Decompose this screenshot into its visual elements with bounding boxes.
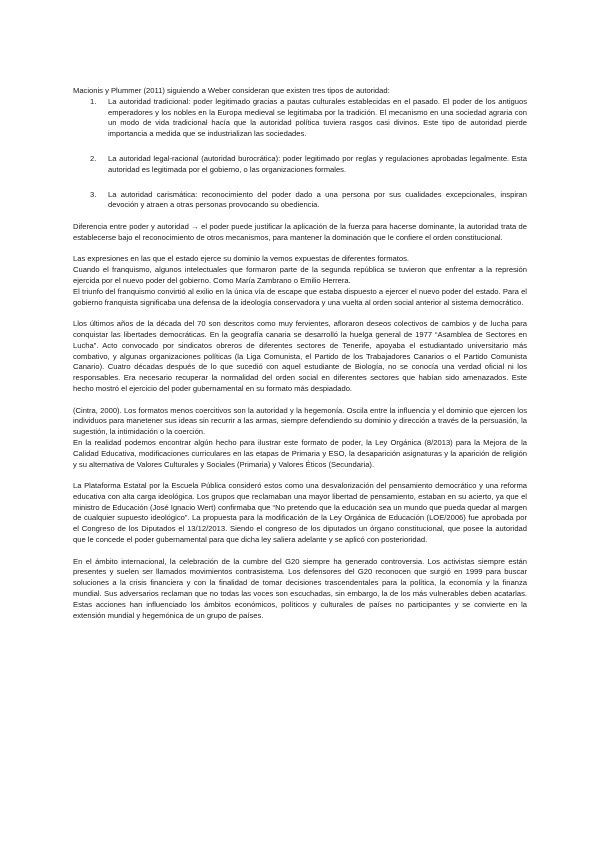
- intro-paragraph: Macionis y Plummer (2011) siguiendo a Weber consideran que existen tres tipos de autoridad:: [73, 86, 390, 95]
- paragraph-cintra: (Cintra, 2000). Los formatos menos coercitivos son la autoridad y la hegemonía. Oscila entre la influencia y el dominio que ejercen los individuos para manetener sus ideas sin recurrir a las armas, siempre defendiendo su dominio y dirección a través de la persuasión, la sugestión, la intimidación o la coerción.: [73, 405, 527, 437]
- list-number: 2.: [90, 153, 97, 163]
- paragraph-diferencia: Diferencia entre poder y autoridad → el poder puede justificar la aplicación de la fuerza para hacerse dominante, la autoridad trata de establecerse bajo el reconocimiento de otros mecanismos, para mantener la dominación que le confiere el orden constitucional.: [73, 221, 527, 242]
- list-text: La autoridad legal-racional (autoridad burocrática): poder legitimado por reglas y regulaciones aprobadas legalmente. Esta autoridad es legitimada por el gobierno, o las organizaciones formales.: [108, 153, 527, 174]
- list-text: La autoridad carismática: reconocimiento del poder dado a una persona por sus cualidades excepcionales, inspiran devoción y atraen a otras personas provocando su obediencia.: [108, 189, 527, 210]
- paragraph-expresiones: Las expresiones en las que el estado ejerce su dominio la vemos expuestas de diferentes formatos.: [73, 254, 410, 264]
- document-body: [73, 86, 527, 621]
- list-item: [73, 154, 527, 176]
- paragraph-realidad: En la realidad podemos encontrar algún hecho para ilustrar este formato de poder, la Ley Orgánica (8/2013) para la Mejora de la Calidad Educativa, modificaciones curriculares en las etapas de Primaria y ESO, la desaparición asignaturas y la aparición de religión y su alternativa de Valores Culturales y Sociales (Primaria) y Valores Éticos (Secundaria).: [73, 437, 527, 469]
- list-number: 1.: [90, 96, 97, 106]
- list-number: 3.: [90, 189, 97, 199]
- paragraph-franquismo: Cuando el franquismo, algunos intelectuales que formaron parte de la segunda república se tuvieron que enfrentar a la represión ejercida por el nuevo poder del gobierno. Como María Zambrano o Emilio Herrera.: [73, 265, 527, 285]
- paragraph-triunfo: El triunfo del franquismo convirtió al exilio en la única vía de escape que estaba dispuesto a ejercer el nuevo poder del estado. Para el gobierno franquista significaba una defensa de la ideología conservadora y una vuelta al orden social anterior al sistema democrático.: [73, 286, 527, 307]
- authority-types-list: [73, 97, 527, 211]
- paragraph-plataforma: La Plataforma Estatal por la Escuela Pública consideró estos como una desvalorización del pensamiento democrático y una reforma educativa con alta carga ideológica. Los grupos que reclamaban una mayor libertad de pensamiento, estaban en su acierto, ya que el ministro de Educación (José Ignacio Wert) confirmaba que “No pretendo que la educación sea un mundo que pueda quedar al margen de cualquier supuesto ideológico”. La propuesta para la modificación de la Ley Orgánica de Educación (LOE/2006) fue aprobada por el Congreso de los Diputados el 13/12/2013. Siendo el congreso de los diputados un órgano constitucional, que posee la autoridad que le concede el poder gubernamental para que dicha ley saliera adelante y se aplicó con posterioridad.: [73, 481, 527, 545]
- list-item: [73, 97, 527, 140]
- list-text: La autoridad tradicional: poder legitimado gracias a pautas culturales establecidas en el pasado. El poder de los antiguos emperadores y los nobles en la Europa medieval se legitimaba por la tradición. El mecanismo en una sociedad agraria con un modo de vida tradicional hacía que la autoridad política tuviera rasgos casi divinos. Este tipo de autoridad pierde importancia a medida que se industrializan las sociedades.: [108, 96, 527, 139]
- paragraph-g20: En el ámbito internacional, la celebración de la cumbre del G20 siempre ha generado controversia. Los activistas siempre están presentes y suelen ser llamados movimientos contrasistema. Los defensores del G20 reconocen que surgió en 1999 para buscar soluciones a la crisis financiera y con la finalidad de tomar decisiones trascendentales para la política, la economía y la finanza mundial. Sus adversarios reclaman que no todas las voces son escuchadas, sin embargo, la de los más vulnerables deben acatarlas. Estas acciones han influenciado los ámbitos económicos, políticos y culturales de países no participantes y se convierte en la extensión mundial y hegemónica de un grupo de países.: [73, 556, 527, 620]
- paragraph-ultimos: Llos últimos años de la década del 70 son descritos como muy fervientes, afloraron deseos colectivos de cambios y de lucha para conquistar las libertades democráticas. En la geografía canaria se desarrolló la huelga general de 1977 “Asamblea de Sectores en Lucha”. Acto convocado por sindicatos obreros de diferentes sectores de Tenerife, apoyaba el estudiantado universitario más combativo, y algunas organizaciones políticas (la Liga Comunista, el Partido de los Trabajadores Canarios o el Partido Comunista Canario). Cuatro décadas después de lo que sucedió con aquel estudiante de Biología, no se conocía una verdad oficial ni los responsables. Era necesario recuperar la normalidad del orden social en diferentes sectores que habían sido amenazados. Este hecho mostró el ejercicio del poder gubernamental en su formato más despiadado.: [73, 319, 527, 393]
- list-item: [73, 190, 527, 212]
